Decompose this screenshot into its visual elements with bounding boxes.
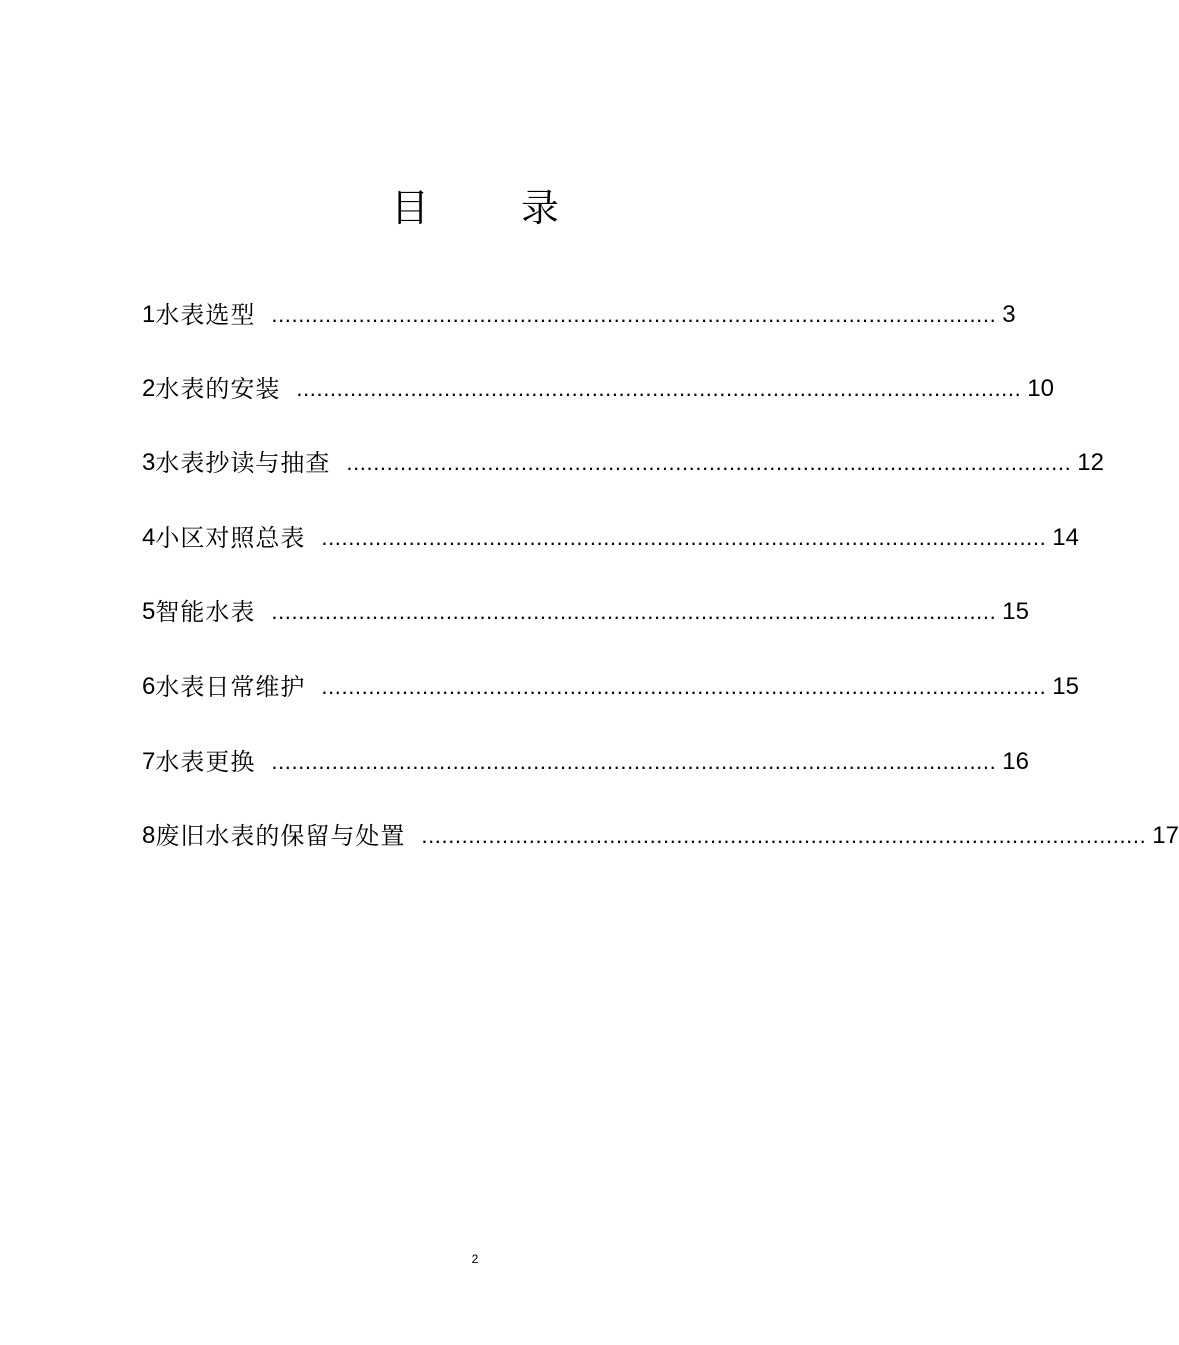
toc-entry-label: 智能水表: [155, 598, 256, 626]
toc-entry-4[interactable]: [142, 520, 1079, 556]
toc-entry-label: 水表选型: [155, 301, 256, 329]
toc-entry-page: 12: [1077, 449, 1104, 476]
toc-dot-leader: ............................................................................................................: [271, 599, 997, 624]
toc-entry-page: 14: [1052, 524, 1079, 551]
toc-entry-7[interactable]: [142, 744, 1029, 780]
toc-entry-3[interactable]: [142, 445, 1104, 481]
toc-entry-page: 10: [1027, 375, 1054, 402]
toc-dot-leader: ............................................................................................................: [296, 376, 1022, 401]
toc-dot-leader: ............................................................................................................: [421, 823, 1147, 848]
page-title: 目 录: [390, 186, 600, 230]
toc-dot-leader: ............................................................................................................: [271, 749, 997, 774]
toc-entry-page: 15: [1052, 673, 1079, 700]
toc-entry-number: 4: [142, 524, 156, 551]
toc-dot-leader: ............................................................................................................: [271, 302, 997, 327]
toc-entry-page: 15: [1002, 598, 1029, 625]
page-number: 2: [471, 1252, 479, 1266]
toc-entry-8[interactable]: [142, 818, 1179, 854]
toc-entry-5[interactable]: [142, 594, 1029, 630]
toc-entry-1[interactable]: [142, 297, 1016, 333]
toc-entry-label: 水表的安装: [155, 375, 281, 403]
toc-entry-label: 小区对照总表: [155, 524, 306, 552]
toc-entry-label: 水表更换: [155, 748, 256, 776]
toc-dot-leader: ............................................................................................................: [321, 674, 1047, 699]
toc-dot-leader: ............................................................................................................: [346, 450, 1072, 475]
toc-entry-number: 1: [142, 301, 156, 328]
toc-entry-label: 水表日常维护: [155, 673, 306, 701]
toc-entry-page: 16: [1002, 748, 1029, 775]
toc-entry-6[interactable]: [142, 669, 1079, 705]
toc-entry-page: 17: [1152, 822, 1179, 849]
toc-entry-label: 废旧水表的保留与处置: [155, 822, 406, 850]
toc-entry-number: 7: [142, 748, 156, 775]
toc-entry-number: 5: [142, 598, 156, 625]
toc-entry-page: 3: [1002, 301, 1016, 328]
toc-entry-number: 8: [142, 822, 156, 849]
toc-entry-number: 3: [142, 449, 156, 476]
toc-entry-2[interactable]: [142, 371, 1054, 407]
toc-entry-number: 6: [142, 673, 156, 700]
toc-dot-leader: ............................................................................................................: [321, 525, 1047, 550]
toc-entry-number: 2: [142, 375, 156, 402]
toc-entry-label: 水表抄读与抽查: [155, 449, 331, 477]
